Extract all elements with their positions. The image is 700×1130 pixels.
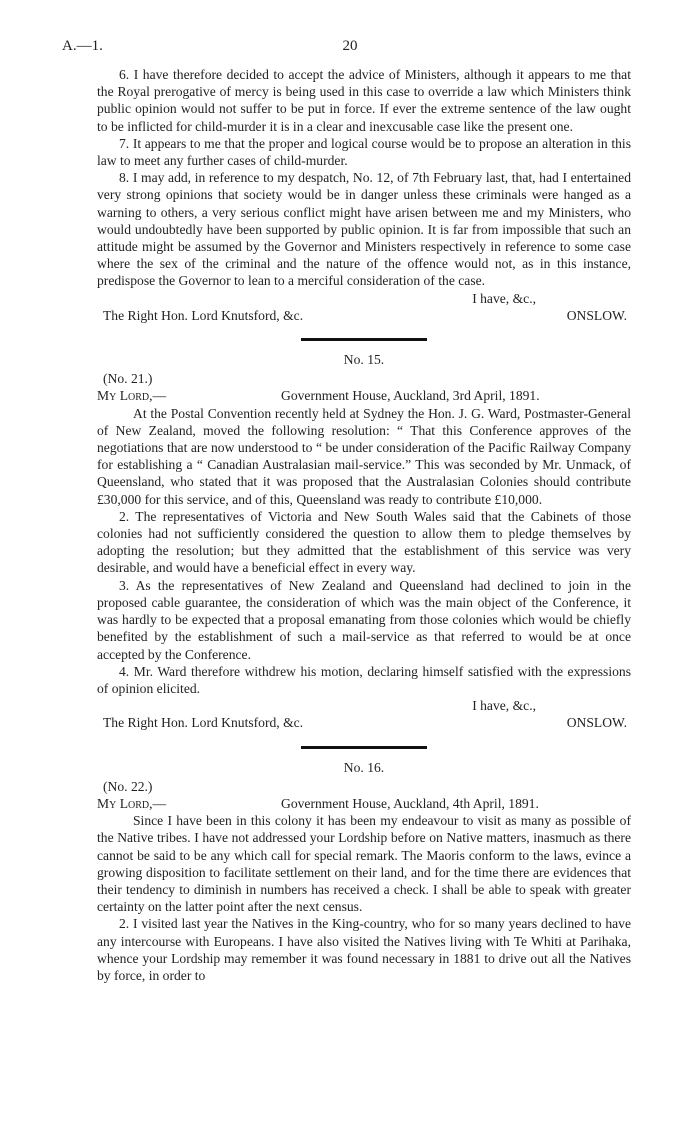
paragraph: 6. I have therefore decided to accept the advice of Ministers, although it appears to me that the Royal prerogative of mercy is being used in this case to override a law which Ministers think public opinion would not suffer to be put in force. If ever the extreme sentence of the law ought to be inflicted for child-murder it is in a clear and inexcusable case like the present one. <box>97 67 631 134</box>
addressee: The Right Hon. Lord Knutsford, &c. <box>103 307 304 323</box>
paragraph: 2. I visited last year the Natives in the King-country, who for so many years declined to have any intercourse with Europeans. I have also visited the Natives living with Te Whiti at Parihaka, whence your Lordship may remember it was found necessary in 1881 to drive out all the Natives by force, in order to <box>97 916 631 983</box>
closing: I have, &c., <box>472 290 536 306</box>
salutation-line <box>97 387 631 404</box>
paragraph: 2. The representatives of Victoria and New South Wales said that the Cabinets of those colonies had not sufficiently considered the question to allow them to pledge themselves by adopting the resolution; but they admitted that the establishment of this service was very desirable, and would have a beneficial effect in every way. <box>97 508 631 576</box>
document-reference: A.—1. <box>62 38 103 54</box>
despatch-title: No. 16. <box>343 759 385 775</box>
salutation-line <box>97 795 631 812</box>
salutation: My Lord,— <box>97 795 167 811</box>
address-date: Government House, Auckland, 4th April, 1891. <box>281 795 539 811</box>
despatch-reference: (No. 21.) <box>103 371 153 387</box>
despatch-reference: (No. 22.) <box>103 778 153 794</box>
address-date: Government House, Auckland, 3rd April, 1891. <box>281 388 540 404</box>
salutation: My Lord,— <box>97 388 167 404</box>
addressee: The Right Hon. Lord Knutsford, &c. <box>103 715 304 731</box>
page-header <box>62 38 638 58</box>
page-number: 20 <box>342 38 358 54</box>
closing-line <box>97 290 631 307</box>
signoff-line <box>97 714 631 731</box>
section-divider <box>301 338 427 341</box>
paragraph: Since I have been in this colony it has been my endeavour to visit as many as possible of the Native tribes. I have not addressed your Lordship before on Native matters, inasmuch as there cannot be said to be any which call for special remark. The Maoris conform to the laws, evince a growing disposition to facilitate settlement on their land, and for the time there are evidences that their tendency to diminish in numbers has received a check. I shall be able to speak with greater certainty on the latter point after the next census. <box>97 813 631 915</box>
signature: ONSLOW. <box>566 715 627 731</box>
paragraph: At the Postal Convention recently held at Sydney the Hon. J. G. Ward, Postmaster-General of New Zealand, moved the following resolution: “ That this Conference approves of the negotiations that are now understood to “ be under consideration of the Pacific Railway Company for establishing a “ Canadian Australasian mail-service.” This was seconded by Mr. Unmack, of Queensland, who stated that it was proposed that the Australasian Colonies should contribute £30,000 for this service, and of this, Queensland was ready to contribute £10,000. <box>97 405 631 507</box>
closing: I have, &c., <box>472 698 536 714</box>
paragraph: 3. As the representatives of New Zealand and Queensland had declined to join in the proposed cable guarantee, the consideration of which was the main object of the Conference, it was hardly to be expected that a proposal emanating from those colonies which would be chiefly benefited by the establishment of such a mail-service as that referred to would be at once accepted by the Conference. <box>97 577 631 662</box>
signature: ONSLOW. <box>566 307 627 323</box>
paragraph: 4. Mr. Ward therefore withdrew his motion, declaring himself satisfied with the expressions of opinion elicited. <box>97 663 631 696</box>
despatch-title: No. 15. <box>343 352 385 368</box>
paragraph: 8. I may add, in reference to my despatch, No. 12, of 7th February last, that, had I entertained very strong opinions that society would be in danger unless these criminals were hanged as a warning to others, a very serious conflict might have arisen between me and my Ministers, who would undoubtedly have been supported by public opinion. It is far from impossible that such an attitude might be assumed by the Governor and Ministers respectively in reference to some case where the sex of the criminal and the nature of the offence would not, as in this instance, predispose the Governor to lean to a merciful consideration of the case. <box>97 170 631 289</box>
section-divider <box>301 746 427 749</box>
closing-line <box>97 697 631 714</box>
signoff-line <box>97 307 631 324</box>
document-body <box>97 66 631 984</box>
paragraph: 7. It appears to me that the proper and logical course would be to propose an alteration in this law to meet any further cases of child-murder. <box>97 135 631 169</box>
